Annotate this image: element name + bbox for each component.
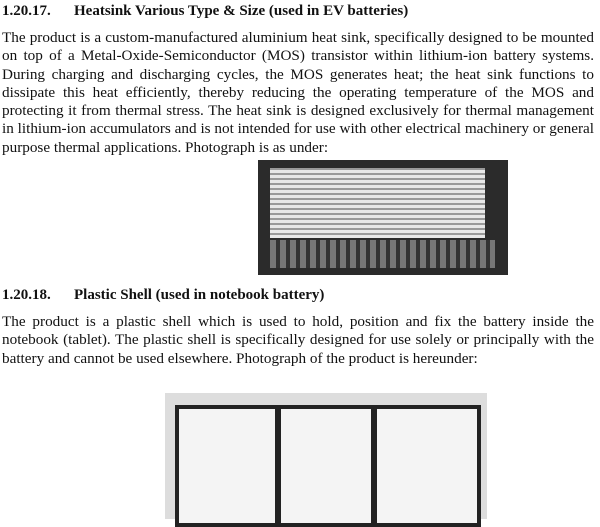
section-heading-heatsink — [2, 3, 408, 20]
section-number: 1.20.18. — [2, 287, 51, 303]
heatsink-photo — [258, 160, 508, 275]
section-body-plastic-shell: The product is a plastic shell which is used to hold, position and fix the battery inside the notebook (tablet). The plastic shell is specifically designed for use solely or principally with the battery and cannot be used elsewhere. Photograph of the product is hereunder: — [2, 313, 594, 367]
section-title: Plastic Shell (used in notebook battery) — [74, 287, 325, 303]
section-number: 1.20.17. — [2, 3, 51, 19]
section-heading-plastic-shell — [2, 287, 324, 304]
plastic-shell-photo — [165, 393, 487, 519]
section-body-heatsink: The product is a custom-manufactured aluminium heat sink, specifically designed to be mounted on top of a Metal-Oxide-Semiconductor (MOS) transistor within lithium-ion battery systems. During charging and discharging cycles, the MOS generates heat; the heat sink functions to dissipate this heat efficiently, thereby reducing the operating temperature of the MOS and protecting it from thermal stress. The heat sink is designed exclusively for thermal management in lithium-ion accumulators and is not intended for use with other electrical machinery or general purpose thermal applications. Photograph is as under: — [2, 29, 594, 156]
section-title: Heatsink Various Type & Size (used in EV batteries) — [74, 3, 409, 19]
